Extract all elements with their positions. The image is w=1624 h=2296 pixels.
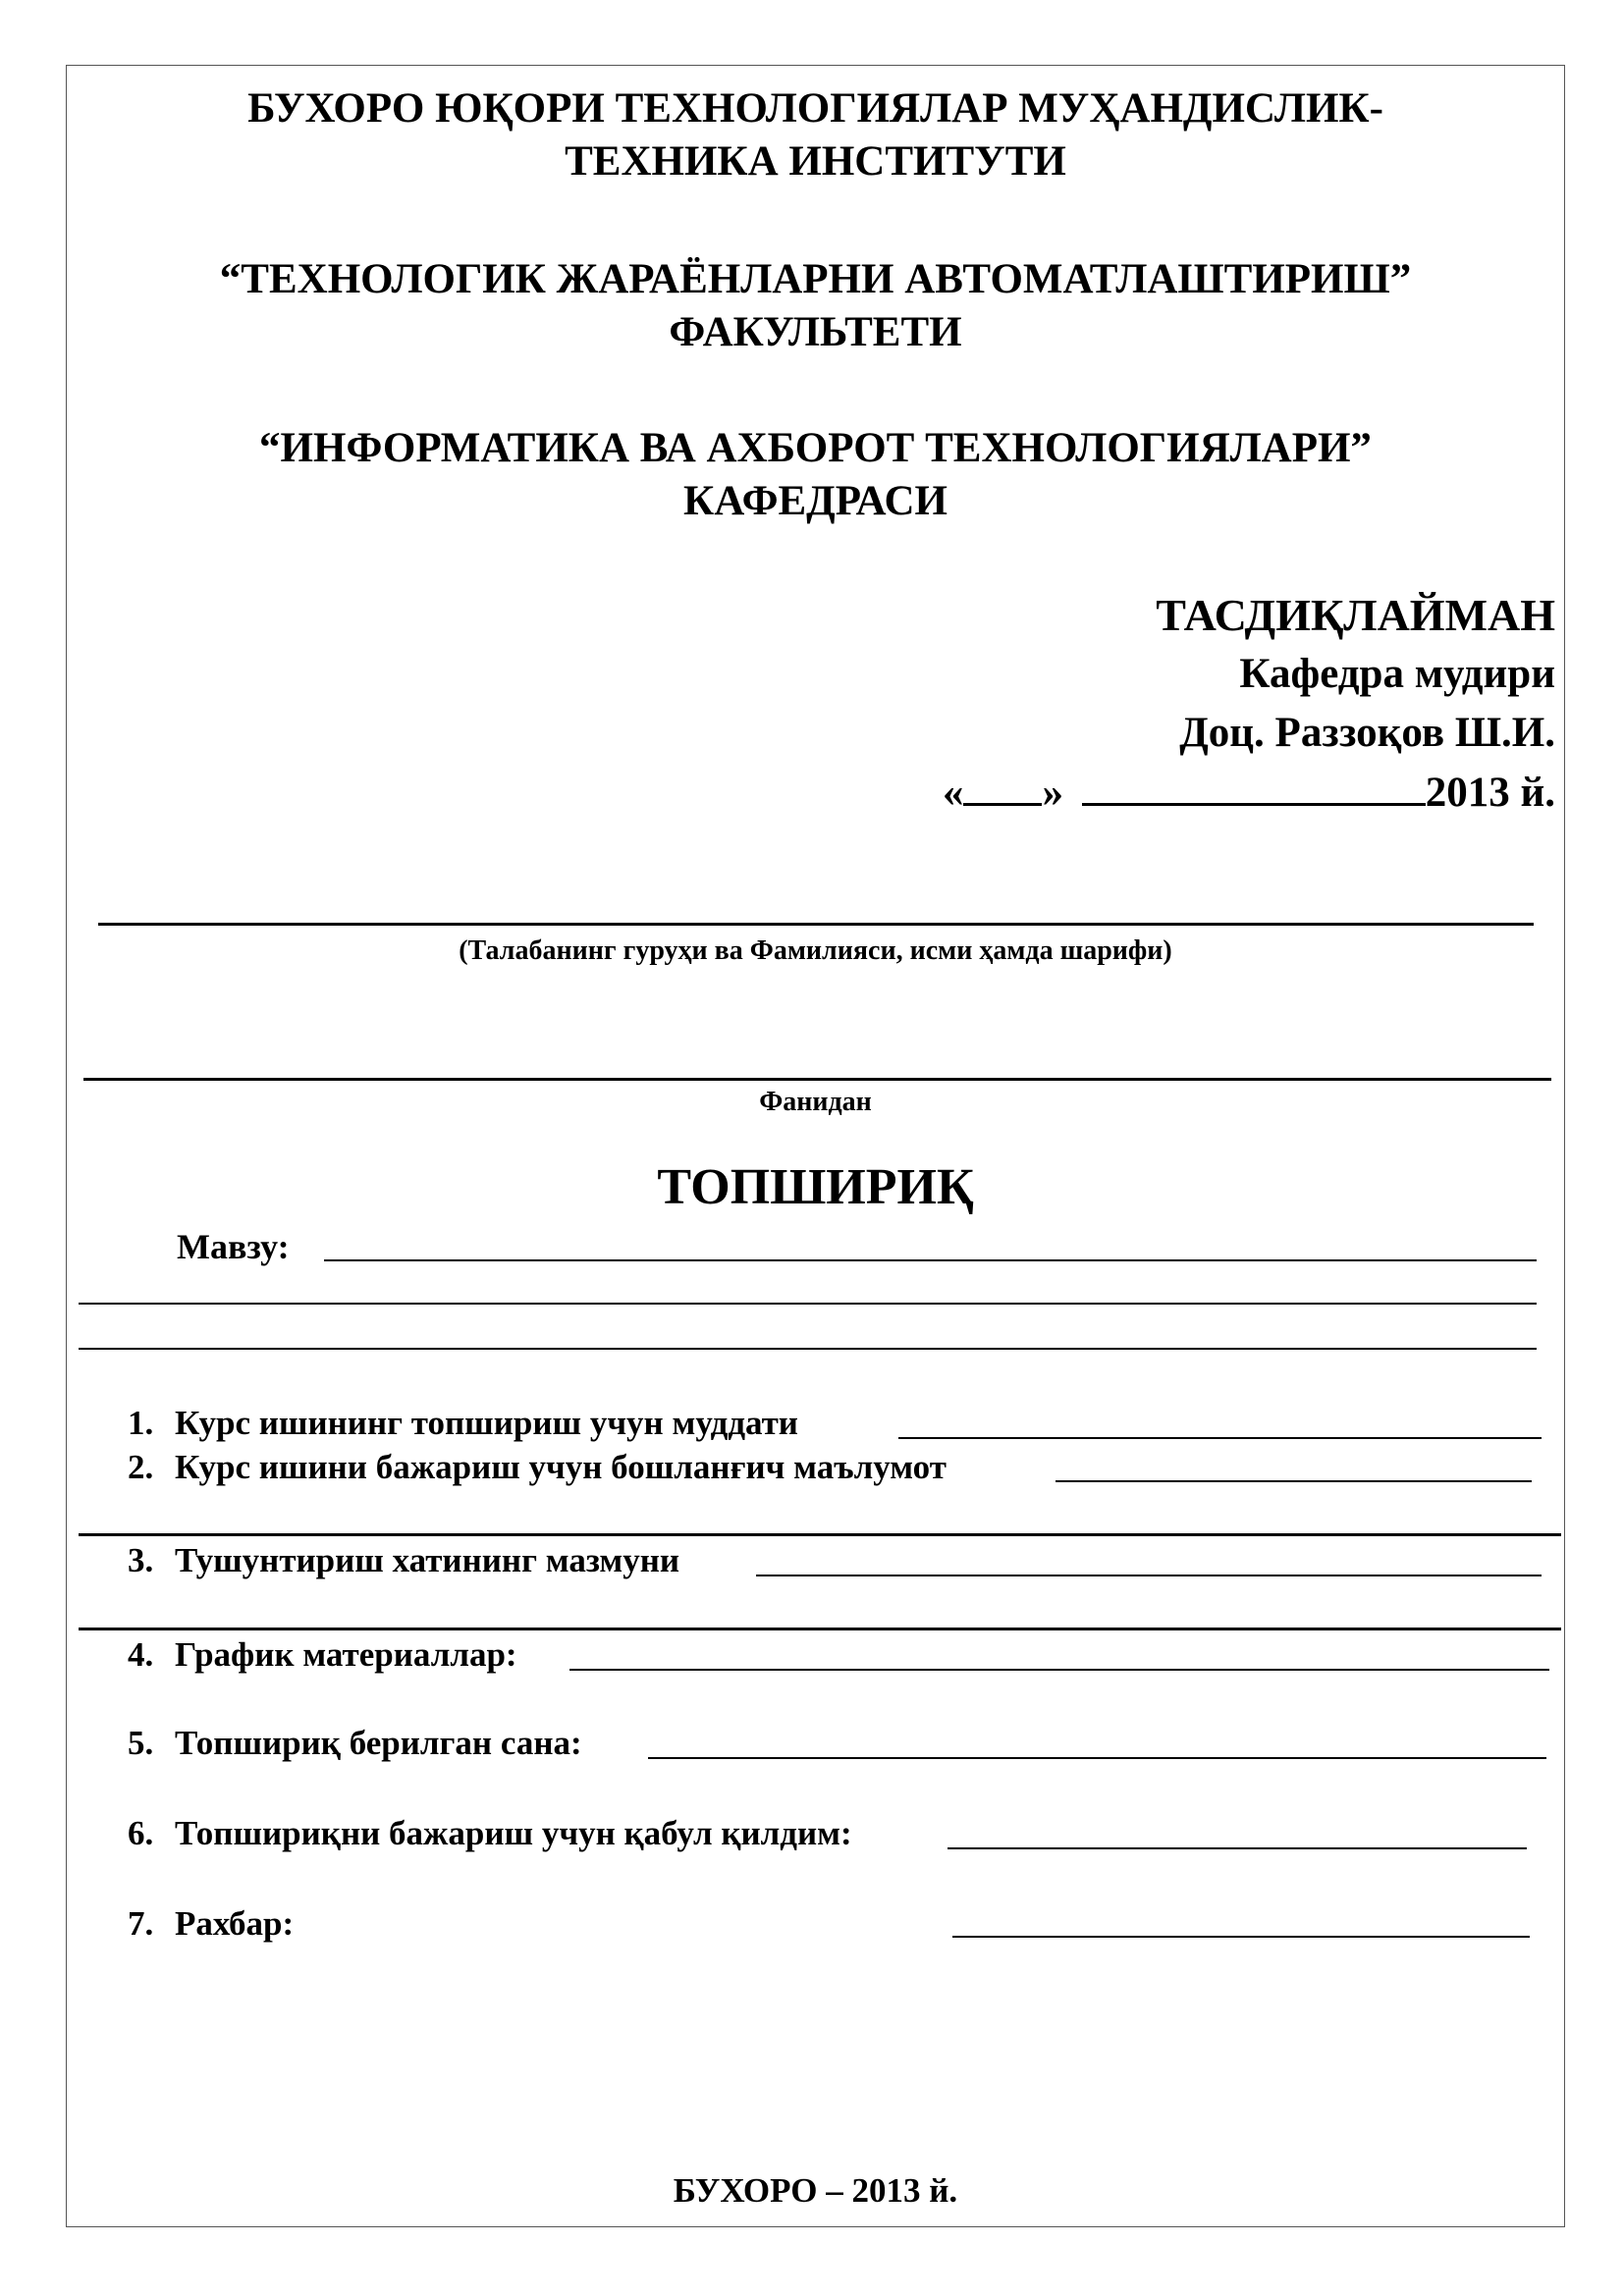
approval-title: ТАСДИҚЛАЙМАН <box>1156 590 1555 640</box>
institute-name-line1: БУХОРО ЮҚОРИ ТЕХНОЛОГИЯЛАР МУҲАНДИСЛИК- <box>247 85 1383 132</box>
topic-line-1[interactable] <box>324 1259 1537 1261</box>
approval-year: 2013 й. <box>1425 770 1555 816</box>
item-4-number: 4. <box>128 1635 154 1674</box>
topic-line-3[interactable] <box>79 1348 1537 1350</box>
item-7-number: 7. <box>128 1904 154 1943</box>
item-6 <box>128 1814 852 1853</box>
item-6-number: 6. <box>128 1814 154 1852</box>
day-blank[interactable] <box>963 768 1042 806</box>
date-open-quote: « <box>942 770 964 816</box>
item-4-line[interactable] <box>569 1669 1549 1671</box>
institute-name-line2: ТЕХНИКА ИНСТИТУТИ <box>565 138 1066 185</box>
item-5 <box>128 1724 582 1763</box>
subject-line[interactable] <box>83 1078 1551 1081</box>
footer-city-year: БУХОРО – 2013 й. <box>673 2171 958 2210</box>
item-2-line[interactable] <box>1056 1480 1532 1482</box>
department-name-line2: КАФЕДРАСИ <box>683 478 947 524</box>
item-3 <box>128 1541 679 1580</box>
subject-caption: Фанидан <box>759 1087 872 1117</box>
student-caption: (Талабанинг гуруҳи ва Фамилияси, исми ҳамда шарифи) <box>459 935 1172 966</box>
item-4-label: График материаллар: <box>175 1635 517 1674</box>
topic-line-2[interactable] <box>79 1303 1537 1305</box>
item-3-number: 3. <box>128 1541 154 1579</box>
item-1-line[interactable] <box>898 1437 1542 1439</box>
month-blank[interactable] <box>1082 768 1426 806</box>
item-1-number: 1. <box>128 1404 154 1442</box>
task-title: ТОПШИРИҚ <box>657 1159 974 1215</box>
topic-label: Мавзу: <box>177 1227 290 1266</box>
item-1 <box>128 1404 798 1443</box>
approval-date <box>943 768 1555 817</box>
item-1-label: Курс ишининг топшириш учун муддати <box>175 1404 798 1442</box>
item-2-line-extra[interactable] <box>79 1533 1561 1536</box>
faculty-name-line1: “ТЕХНОЛОГИК ЖАРАЁНЛАРНИ АВТОМАТЛАШТИРИШ” <box>219 256 1412 302</box>
item-6-line[interactable] <box>947 1847 1527 1849</box>
item-3-label: Тушунтириш хатининг мазмуни <box>175 1541 680 1579</box>
item-2 <box>128 1448 947 1487</box>
approval-name: Доц. Раззоқов Ш.И. <box>1179 710 1555 756</box>
item-7-signature-line[interactable] <box>952 1936 1530 1938</box>
item-3-line[interactable] <box>756 1575 1542 1576</box>
item-3-line-extra[interactable] <box>79 1628 1561 1630</box>
approval-role: Кафедра мудири <box>1239 651 1555 697</box>
department-name-line1: “ИНФОРМАТИКА ВА АХБОРОТ ТЕХНОЛОГИЯЛАРИ” <box>259 425 1372 471</box>
item-2-number: 2. <box>128 1448 154 1486</box>
faculty-name-line2: ФАКУЛЬТЕТИ <box>669 309 962 355</box>
item-7 <box>128 1904 294 1944</box>
item-2-label: Курс ишини бажариш учун бошланғич маълумот <box>175 1448 947 1486</box>
page-border <box>66 65 1565 2227</box>
date-close-quote: » <box>1042 770 1063 816</box>
item-7-label: Рахбар: <box>175 1904 295 1943</box>
student-name-line[interactable] <box>98 923 1534 926</box>
item-5-number: 5. <box>128 1724 154 1762</box>
item-5-line[interactable] <box>648 1757 1546 1759</box>
item-5-label: Топшириқ берилган сана: <box>175 1724 582 1762</box>
item-4 <box>128 1635 517 1675</box>
item-6-label: Топшириқни бажариш учун қабул қилдим: <box>175 1814 852 1852</box>
